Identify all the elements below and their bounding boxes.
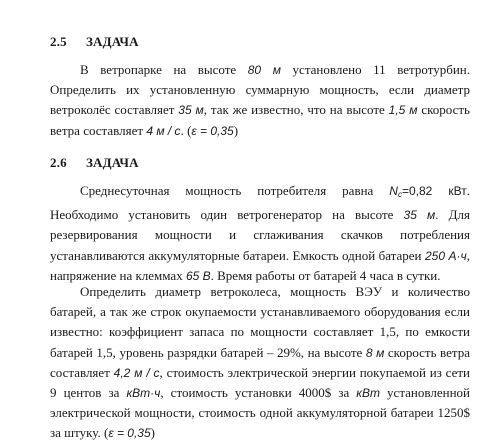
rotor-diameter-value: 35 м (178, 103, 204, 118)
epsilon-value: ε = 0,35 (191, 123, 234, 138)
battery-capacity-value: 250 А·ч (424, 248, 467, 263)
power-value: =0,82 кВт (401, 184, 467, 198)
power-symbol: N (389, 184, 398, 198)
task-heading-2-5 (50, 34, 139, 50)
task-number: 2.6 (50, 155, 67, 170)
task-2-5-text: В ветропарке на высоте 80 м установлено 11 ветротурбин. Определить их установленную суммарную мощность, если диаметр ветроколёс составляет 35 м, так же известно, что на высоте 1,5 м скорость ветра составляет 4 м / с. (ε = 0,35) (50, 62, 471, 138)
hub-height-value: 80 м (247, 63, 281, 77)
energy-unit: кВт·ч (126, 386, 161, 401)
power-unit: кВт (356, 386, 380, 401)
task-2-6-text-part2: Определить диаметр ветроколеса, мощность ВЭУ и количество батарей, а так же строк окупаемости устанавливаемого оборудования если известно: коэффициент запаса по мощности составляет 1,5, по емкости батарей 1,5, уровень разрядки батарей – 29%, на высоте 8 м скорость ветра составляет 4,2 м / с, стоимость электрической энергии покупаемой из сети 9 центов за кВт·ч, стоимость установки 4000$ за кВт установленной электрической мощности, стоимость одной аккумуляторной батареи 1250$ за штуку. (ε = 0,35) (50, 284, 471, 441)
measure-height-value: 1,5 м (388, 103, 418, 118)
generator-height-value: 35 м (403, 208, 436, 223)
wind-speed-value: 4 м / с (146, 123, 181, 138)
wind-speed-value: 4,2 м / с (113, 365, 160, 380)
task-heading-2-6 (50, 155, 139, 171)
measure-height-value: 8 м (365, 345, 385, 360)
task-title: ЗАДАЧА (86, 155, 139, 170)
battery-voltage-value: 65 В (185, 268, 211, 283)
task-number: 2.5 (50, 34, 67, 49)
power-subscript: c (397, 190, 402, 199)
task-2-6-text-part1: Среднесуточная мощность потребителя равна $N_c=0,82$ кВт. Необходимо установить один ветрогенератор на высоте 35 м. Для резервирования мощности и сглаживания скачков потребления устанавливаются аккумуляторные батареи. Емкость одной батареи 250 А·ч, напряжение на клеммах 65 В. Время работы от батарей 4 часа в сутки. (50, 183, 470, 283)
task-title: ЗАДАЧА (86, 34, 139, 49)
epsilon-value: ε = 0,35 (108, 426, 151, 441)
